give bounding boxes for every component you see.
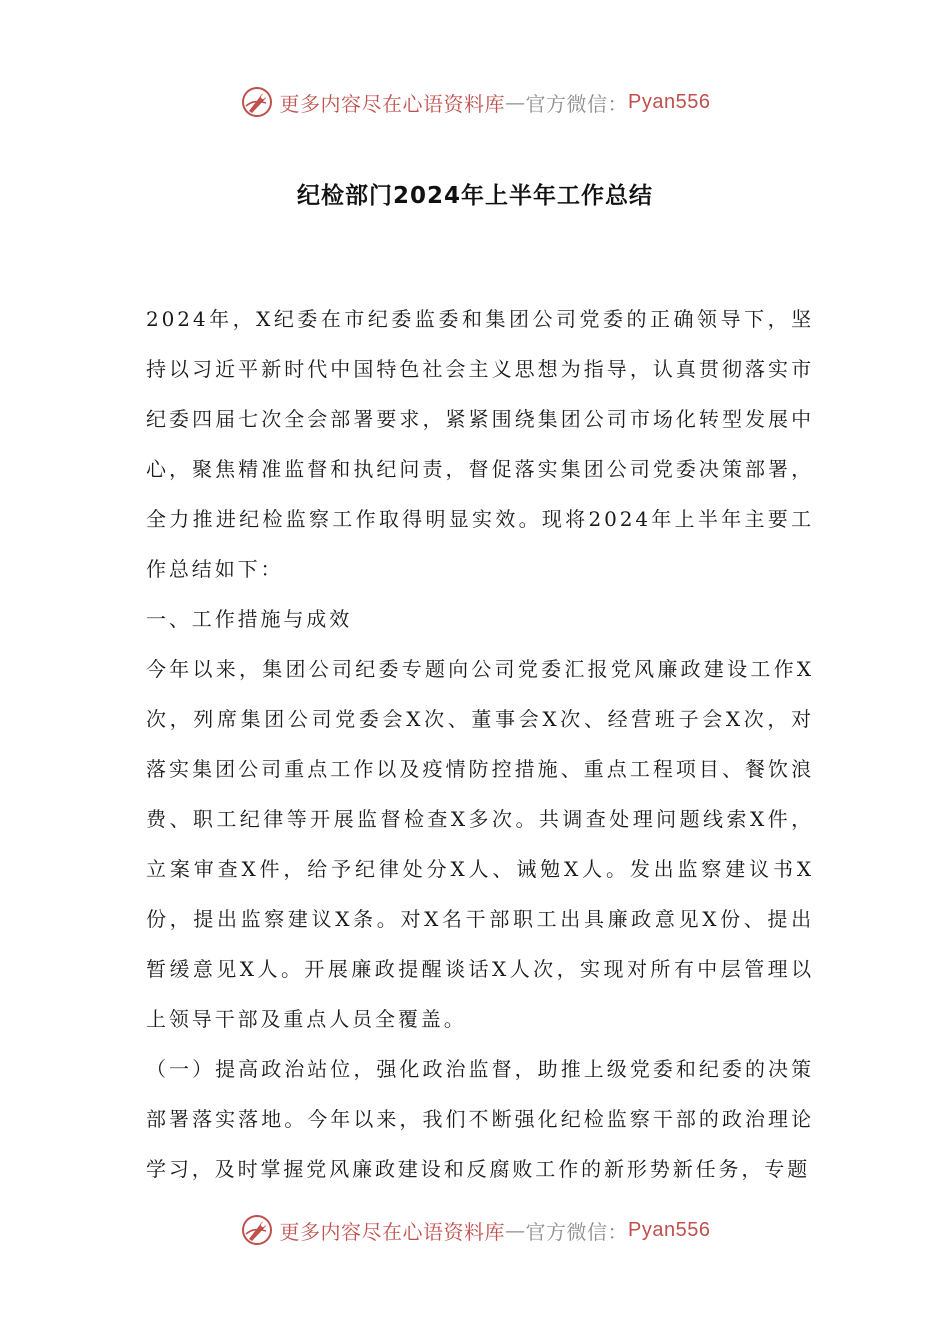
banner-wechat-label: 官方微信：: [525, 1219, 629, 1244]
header-watermark-banner: [0, 82, 950, 122]
section-heading: 一、工作措施与成效: [146, 607, 353, 631]
banner-wechat-handle: Pyan556: [628, 1218, 711, 1241]
banner-dash: —: [505, 1218, 526, 1242]
banner-dash: —: [505, 90, 526, 114]
banner-site-text: 更多内容尽在心语资料库: [279, 1219, 506, 1244]
pen-nib-logo-icon: [240, 1213, 274, 1247]
document-title: 纪检部门2024年上半年工作总结: [296, 183, 653, 209]
footer-watermark-banner: [0, 1210, 950, 1250]
pen-nib-logo-icon: [240, 85, 274, 119]
document-body: [146, 294, 814, 1194]
intro-paragraph: 2024年，X纪委在市纪委监委和集团公司党委的正确领导下，坚持以习近平新时代中国特色社会主义思想为指导，认真贯彻落实市纪委四届七次全会部署要求，紧紧围绕集团公司市场化转型发展中心，聚焦精准监督和执纪问责，督促落实集团公司党委决策部署，全力推进纪检监察工作取得明显实效。现将2024年上半年主要工作总结如下：: [146, 307, 814, 581]
subsection-paragraph: （一）提高政治站位，强化政治监督，助推上级党委和纪委的决策部署落实落地。今年以来，我们不断强化纪检监察干部的政治理论学习，及时掌握党风廉政建设和反腐败工作的新形势新任务，专题: [146, 1057, 814, 1181]
banner-site-text: 更多内容尽在心语资料库: [279, 91, 506, 116]
banner-wechat-handle: Pyan556: [628, 90, 711, 113]
summary-paragraph: 今年以来，集团公司纪委专题向公司党委汇报党风廉政建设工作X次，列席集团公司党委会X次、董事会X次、经营班子会X次，对落实集团公司重点工作以及疫情防控措施、重点工程项目、餐饮浪费、职工纪律等开展监督检查X多次。共调查处理问题线索X件，立案审查X件，给予纪律处分X人、诫勉X人。发出监察建议书X份，提出监察建议X条。对X名干部职工出具廉政意见X份、提出暂缓意见X人。开展廉政提醒谈话X人次，实现对所有中层管理以上领导干部及重点人员全覆盖。: [146, 657, 814, 1031]
banner-wechat-label: 官方微信：: [525, 91, 629, 116]
